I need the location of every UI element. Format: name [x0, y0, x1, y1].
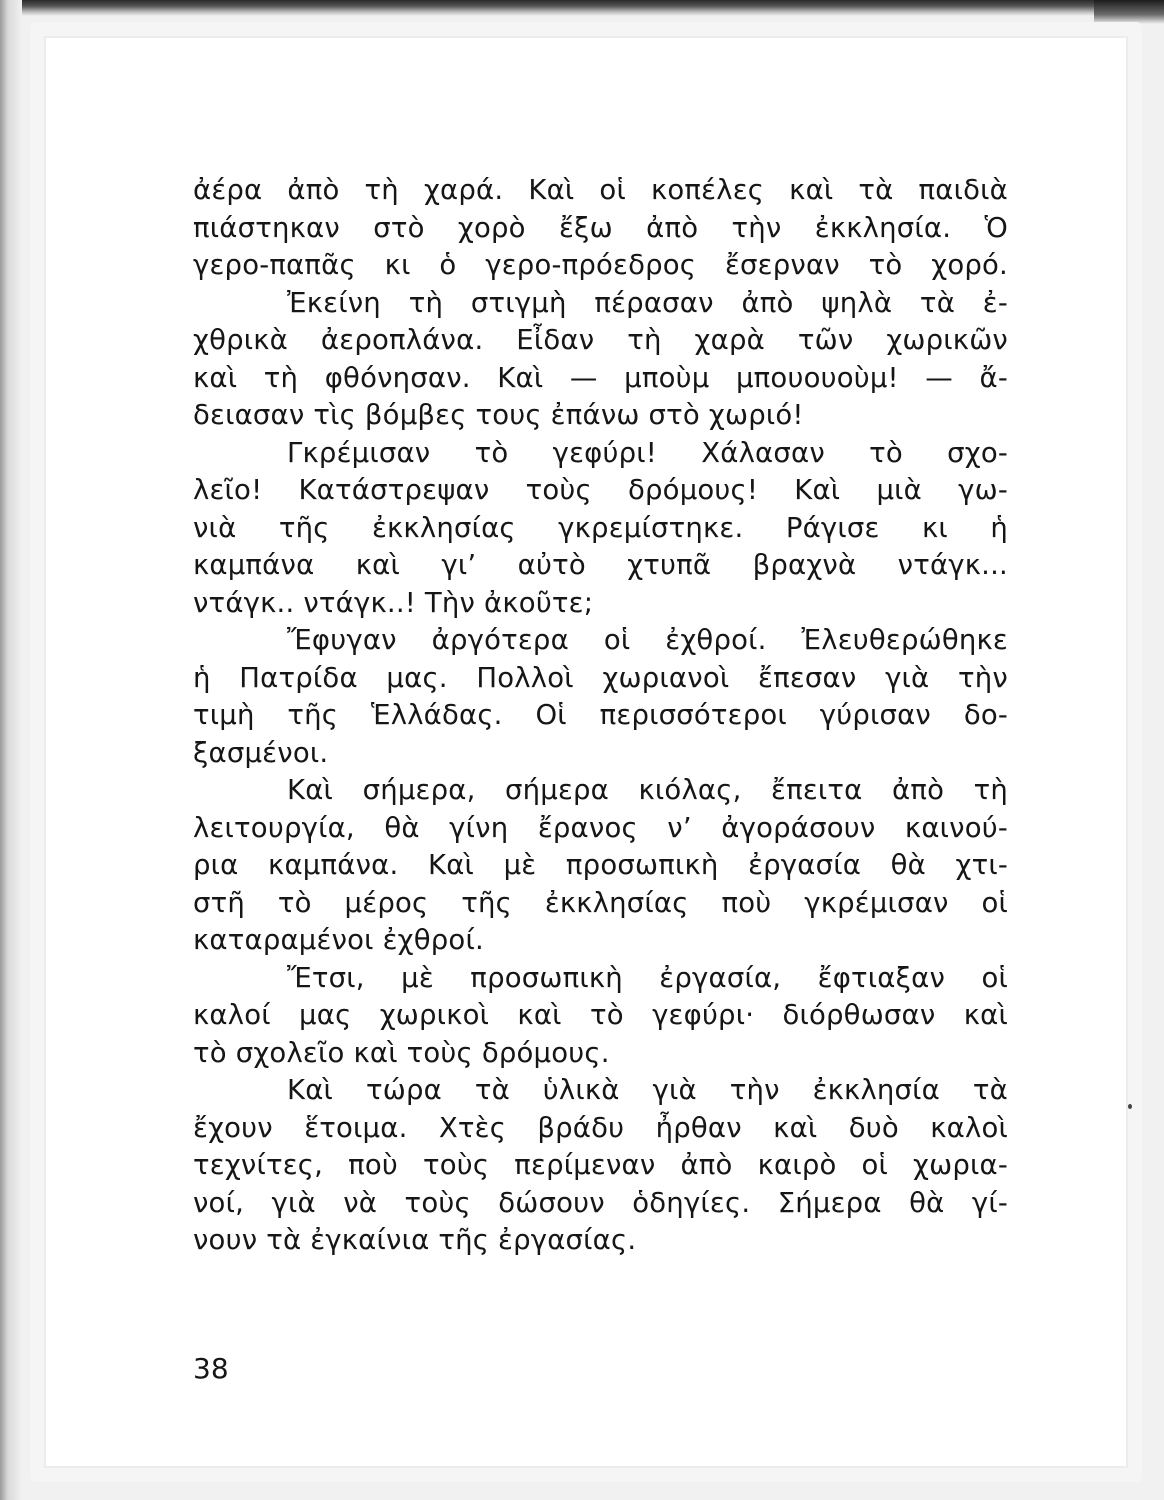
- text-line: τὸ σχολεῖο καὶ τοὺς δρόμους.: [193, 1036, 610, 1069]
- scan-corner-shadow: [1094, 0, 1164, 24]
- text-line: ντάγκ.. ντάγκ..! Τὴν ἀκοῦτε;: [193, 586, 594, 619]
- text-line: Ἔφυγαν ἀργότερα οἱ ἐχθροί. Ἐλευθερώθηκε: [287, 624, 1008, 656]
- text-line: ξασμένοι.: [193, 736, 329, 769]
- text-line: νουν τὰ ἐγκαίνια τῆς ἐργασίας.: [193, 1224, 637, 1256]
- text-line: καταραμένοι ἐχθροί.: [193, 924, 484, 956]
- scan-left-edge: [0, 0, 22, 1500]
- text-line: ἀέρα ἀπὸ τὴ χαρά. Καὶ οἱ κοπέλες καὶ τὰ παιδιὰ: [193, 174, 1008, 206]
- page-number: 38: [193, 1352, 229, 1385]
- text-line: ρια καμπάνα. Καὶ μὲ προσωπικὴ ἐργασία θὰ χτι-: [193, 849, 1008, 881]
- text-line: καὶ τὴ φθόνησαν. Καὶ — μποὺμ μπουουοὺμ! — ἄ-: [193, 361, 1008, 394]
- text-line: Καὶ τώρα τὰ ὑλικὰ γιὰ τὴν ἐκκλησία τὰ: [287, 1074, 1008, 1106]
- text-line: καλοί μας χωρικοὶ καὶ τὸ γεφύρι· διόρθωσαν καὶ: [193, 999, 1008, 1031]
- page-body-text: [193, 172, 1008, 1260]
- text-line: λεῖο! Κατάστρεψαν τοὺς δρόμους! Καὶ μιὰ γω-: [193, 474, 1008, 506]
- text-line: χθρικὰ ἀεροπλάνα. Εἶδαν τὴ χαρὰ τῶν χωρικῶν: [193, 324, 1008, 356]
- text-line: Γκρέμισαν τὸ γεφύρι! Χάλασαν τὸ σχο-: [287, 436, 1008, 469]
- scan-top-edge: [0, 0, 1164, 16]
- text-line: τεχνίτες, ποὺ τοὺς περίμεναν ἀπὸ καιρὸ οἱ χωρια-: [193, 1149, 1008, 1181]
- text-line: τιμὴ τῆς Ἑλλάδας. Οἱ περισσότεροι γύρισαν δο-: [193, 699, 1008, 731]
- text-line: ἔχουν ἕτοιμα. Χτὲς βράδυ ἦρθαν καὶ δυὸ καλοὶ: [193, 1111, 1008, 1144]
- text-line: γερο-παπᾶς κι ὁ γερο-πρόεδρος ἔσερναν τὸ χορό.: [193, 249, 1008, 281]
- text-line: Ἐκείνη τὴ στιγμὴ πέρασαν ἀπὸ ψηλὰ τὰ ἐ-: [287, 286, 1008, 319]
- text-line: ἡ Πατρίδα μας. Πολλοὶ χωριανοὶ ἔπεσαν γιὰ τὴν: [193, 661, 1008, 694]
- text-line: δειασαν τὶς βόμβες τους ἐπάνω στὸ χωριό!: [193, 399, 804, 431]
- text-line: νιὰ τῆς ἐκκλησίας γκρεμίστηκε. Ράγισε κι ἡ: [193, 511, 1008, 544]
- text-line: στῆ τὸ μέρος τῆς ἐκκλησίας ποὺ γκρέμισαν οἱ: [193, 886, 1008, 919]
- text-line: λειτουργία, θὰ γίνη ἔρανος ν’ ἀγοράσουν καινού-: [193, 811, 1008, 844]
- text-line: Καὶ σήμερα, σήμερα κιόλας, ἔπειτα ἀπὸ τὴ: [287, 774, 1008, 806]
- text-line: Ἔτσι, μὲ προσωπικὴ ἐργασία, ἔφτιαξαν οἱ: [287, 961, 1008, 994]
- text-line: πιάστηκαν στὸ χορὸ ἔξω ἀπὸ τὴν ἐκκλησία. Ὁ: [193, 211, 1008, 244]
- scan-speck: [1128, 1104, 1132, 1109]
- text-line: νοί, γιὰ νὰ τοὺς δώσουν ὁδηγίες. Σήμερα θὰ γί-: [193, 1186, 1008, 1219]
- text-line: καμπάνα καὶ γι’ αὐτὸ χτυπᾶ βραχνὰ ντάγκ...: [193, 549, 1008, 581]
